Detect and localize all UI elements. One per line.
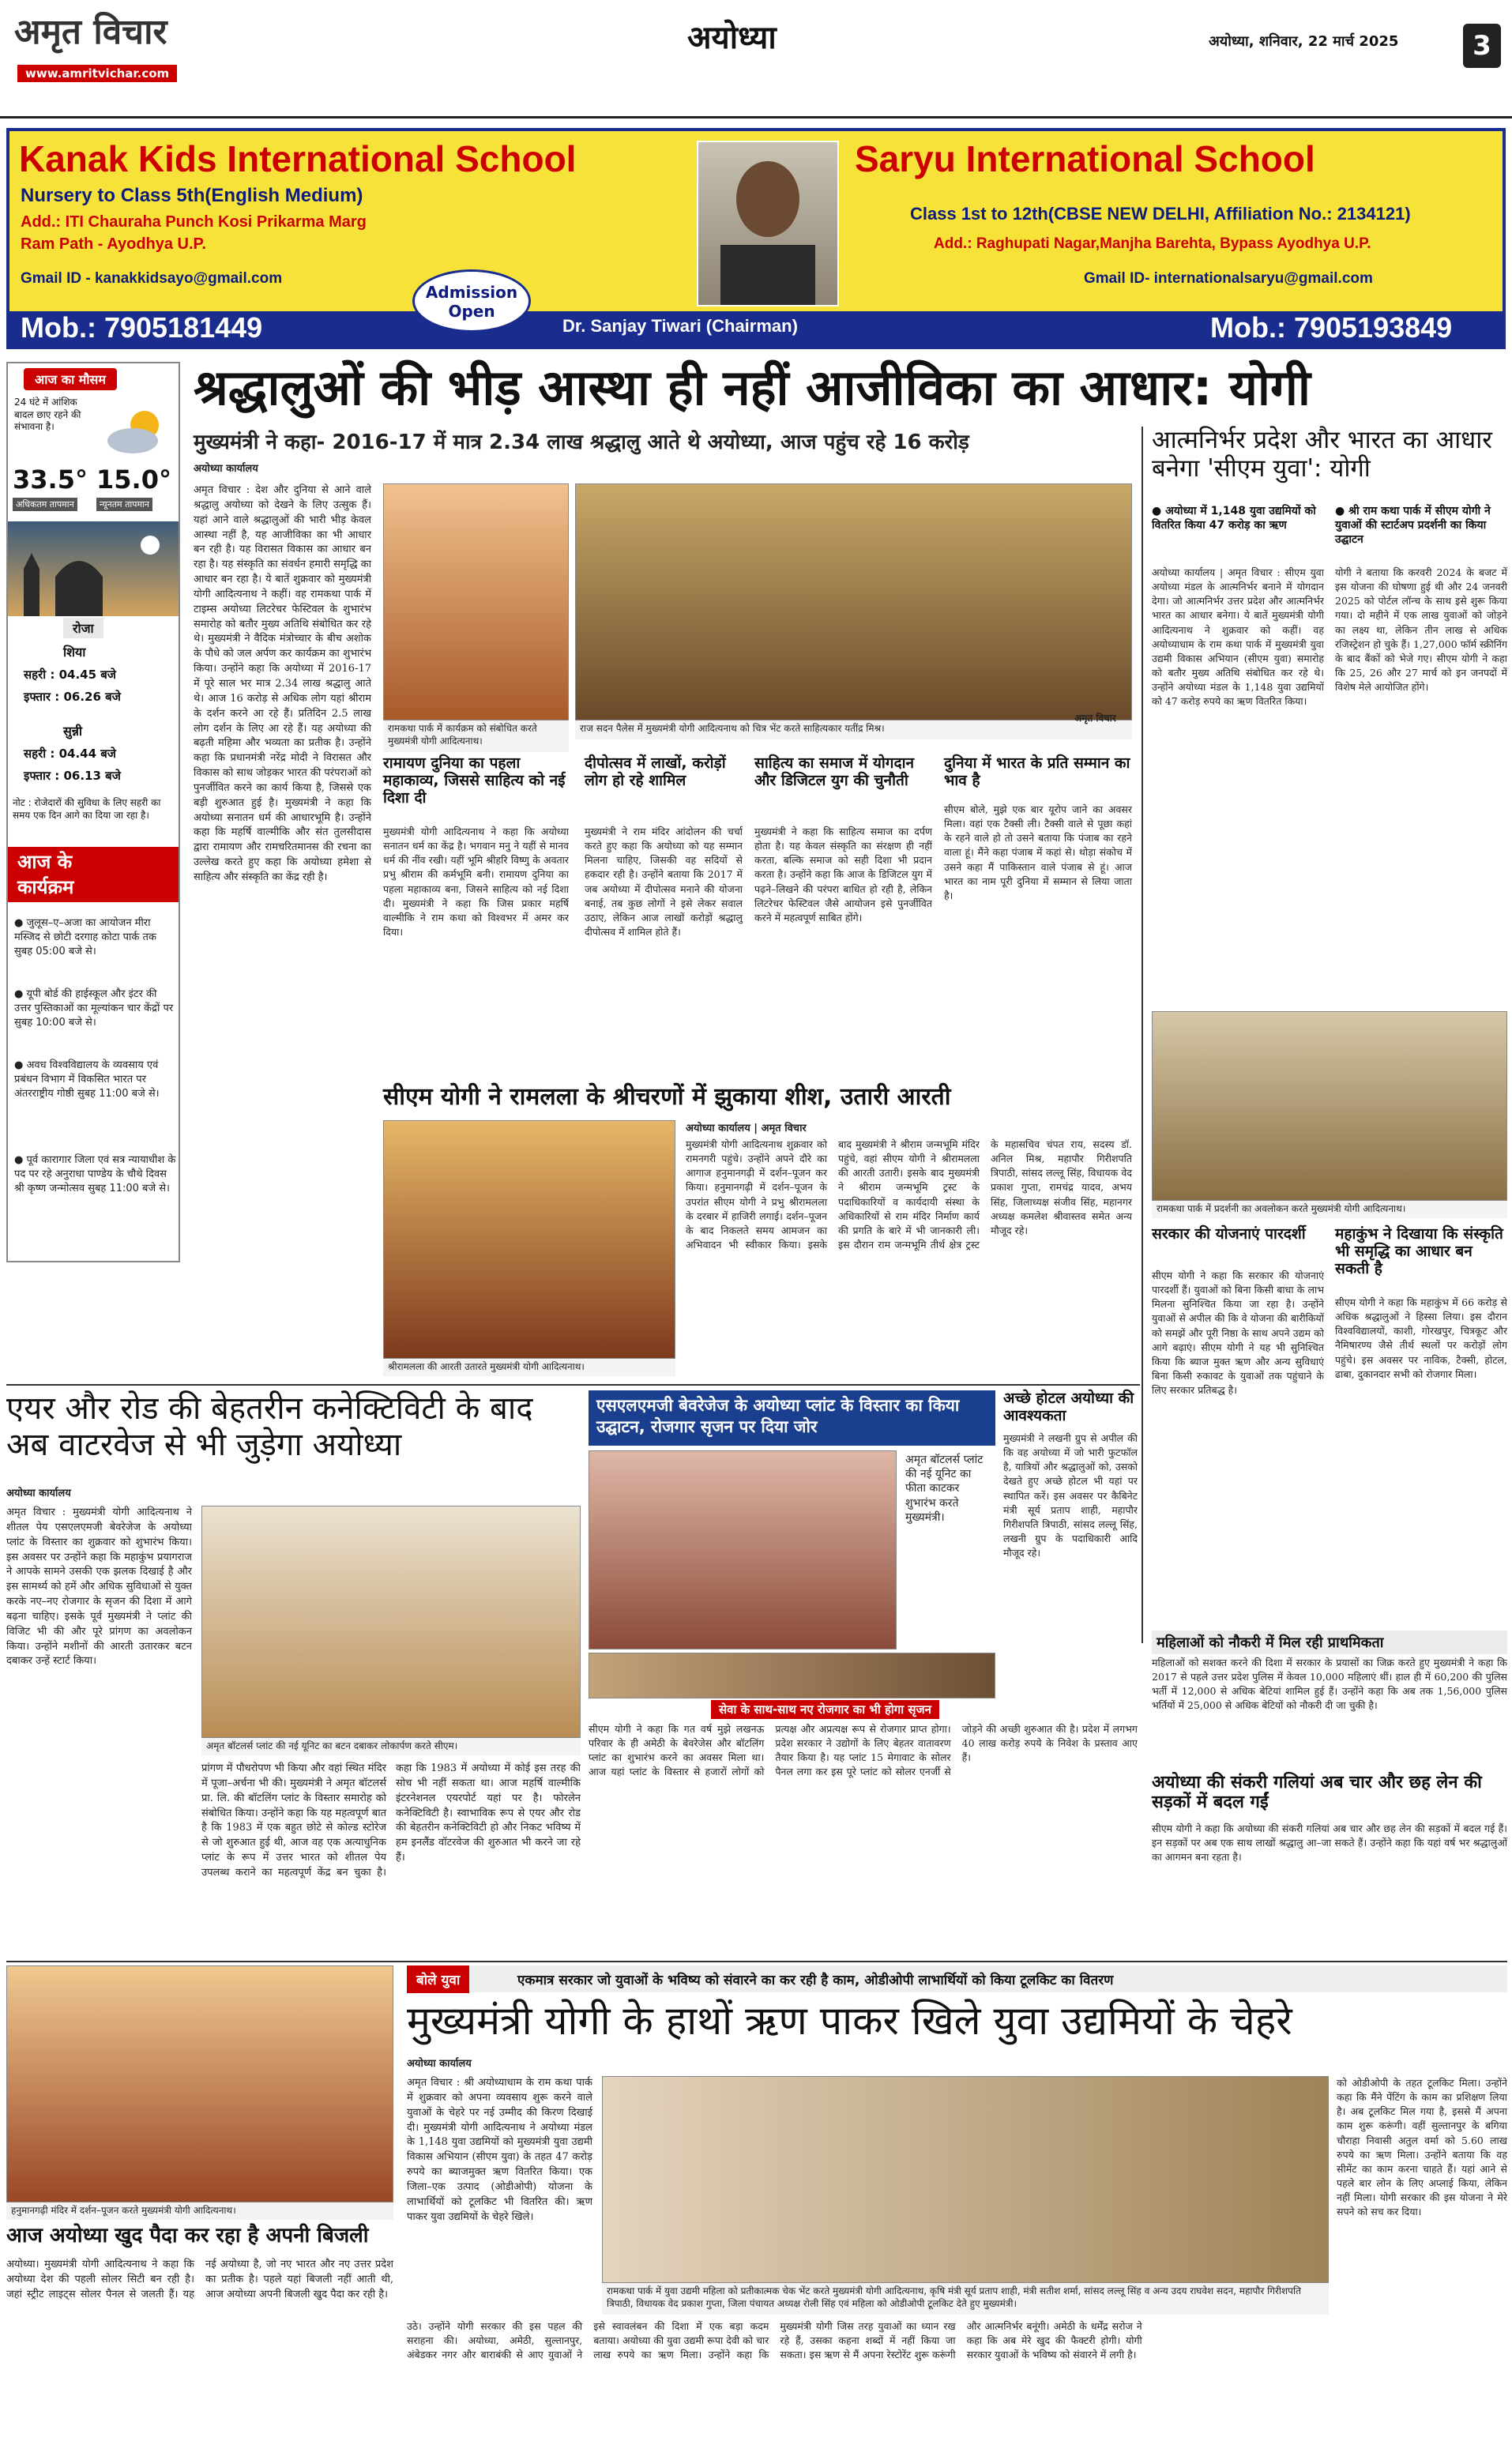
weather-title: आज का मौसम — [24, 368, 117, 390]
ad-left-email: Gmail ID - kanakkidsayo@gmail.com — [21, 270, 283, 287]
shia-sehri: सहरी : 04.45 बजे — [24, 668, 116, 682]
ad-left-classes: Nursery to Class 5th(English Medium) — [21, 185, 363, 206]
event-item: ● अवध विश्वविद्यालय के व्यवसाय एवं प्रबंधन विभाग में विकसित भारत पर अंतरराष्ट्रीय गोष्ठी सुबह 11:00 बजे से। — [14, 1059, 160, 1100]
waterways-photo-caption: अमृत बॉटलर्स प्लांट की नई यूनिट का बटन दबाकर लोकार्पण करते सीएम। — [201, 1738, 581, 1755]
slmg-headline: एसएलएमजी बेवरेजेज के अयोध्या प्लांट के विस्तार का किया उद्घाटन, रोजगार सृजन पर दिया जोर — [589, 1390, 995, 1446]
column-rule — [1142, 427, 1143, 1643]
slmg-strip-label: सेवा के साथ-साथ नए रोजगार का भी होगा सृजन — [711, 1700, 939, 1719]
karyakram-title-2: कार्यक्रम — [17, 876, 74, 898]
lead-photo-2-caption: राज सदन पैलेस में मुख्यमंत्री योगी आदित्यनाथ को चित्र भेंट करते साहित्यकार यतींद्र मिश्र। — [575, 720, 1132, 739]
lead-deck: मुख्यमंत्री ने कहा- 2016-17 में मात्र 2.34 लाख श्रद्धालु आते थे अयोध्या, आज पहुंच रहे 16 करोड़ — [194, 431, 969, 454]
women-heading: महिलाओं को नौकरी में मिल रही प्राथमिकता — [1152, 1631, 1507, 1654]
shia-label: शिया — [63, 645, 86, 660]
mahakumbh-text: सीएम योगी ने कहा कि महाकुंभ में 66 करोड़ से अधिक श्रद्धालुओं ने हिस्सा लिया। इस दौरान विश्वविद्यालयों, काशी, गोरखपुर, चित्रकूट और नैमिषारण्य जैसे तीर्थ स्थलों पर करोड़ों लोग पहुंचे। इस अवसर पर नाविक, टैक्सी, होटल, ढाबा, दुकानदार सभी को रोजगार मिला। — [1335, 1296, 1507, 1380]
weather-forecast: 24 घंटे में आंशिक बादल छाए रहने की संभावना है। — [14, 397, 81, 433]
ad-chairman-name: Dr. Sanjay Tiwari (Chairman) — [562, 316, 798, 336]
masthead — [0, 0, 1512, 118]
solar-photo-caption: हनुमानगढ़ी मंदिर में दर्शन–पूजन करते मुख्यमंत्री योगी आदित्यनाथ। — [6, 2202, 393, 2220]
lead-headline: श्रद्धालुओं की भीड़ आस्था ही नहीं आजीविका का आधार: योगी — [194, 359, 1311, 416]
page-number: 3 — [1463, 24, 1501, 68]
lanes-heading: अयोध्या की संकरी गलियां अब चार और छह लेन की सड़कों में बदल गईं — [1152, 1773, 1482, 1813]
slmg-photo-strip — [589, 1653, 995, 1698]
youth-right-body: को ओडीओपी के तहत टूलकिट मिला। उन्होंने कहा कि मैंने पेंटिंग के काम का प्रशिक्षण लिया है। अब टूलकिट मिल गया है, इससे मैं अपना काम शुरू करूंगी। वहीं सुल्तानपुर के बगिया चौराहा निवासी अतुल वर्मा को 5.60 लाख रुपये का ऋण मिला। उन्होंने बताया कि वह सीमेंट का काम करना चाहते हैं। यहां आने से पहले बार लोन के लिए अप्लाई किया, लेकिन नहीं मिला। योगी सरकार की इस योजना ने मेरे सपने को सच कर दिया। — [1337, 2077, 1507, 2218]
roza-illustration — [8, 521, 179, 616]
sunni-iftar: इफ्तार : 06.13 बजे — [24, 769, 121, 783]
youth-kicker: बोले युवा — [407, 1965, 469, 1993]
youth-headline: मुख्यमंत्री योगी के हाथों ऋण पाकर खिले युवा उद्यमियों के चेहरे — [407, 1998, 1292, 2044]
hotel-text: मुख्यमंत्री ने लखनी ग्रुप से अपील की कि वह अयोध्या में जो भारी फुटफॉल है, यात्रियों और श्रद्धालुओं को, उसको देखते हुए अच्छे होटल भी यहां पर स्थापित करें। इस अवसर पर कैबिनेट मंत्री सूर्य प्रताप शाही, महापौर गिरीशपति त्रिपाठी, सांसद लल्लू सिंह, लखनी ग्रुप के पदाधिकारी आदि मौजूद रहे। — [1003, 1432, 1138, 1559]
ad-right-school-name: Saryu International School — [855, 138, 1315, 179]
ad-right-mobile: Mob.: 7905193849 — [1210, 311, 1453, 344]
max-temp: 33.5° — [13, 465, 88, 495]
hotel-heading: अच्छे होटल अयोध्या की आवश्यकता — [1003, 1390, 1134, 1424]
ad-left-mobile: Mob.: 7905181449 — [21, 311, 263, 344]
ad-left-address-2: Ram Path - Ayodhya U.P. — [21, 235, 206, 253]
youth-subdeck: एकमात्र सरकार जो युवाओं के भविष्य को संवारने का कर रही है काम, ओडीओपी लाभार्थियों को किया टूलकिट का वितरण — [517, 1973, 1114, 1988]
yojana-heading: सरकार की योजनाएं पारदर्शी — [1152, 1225, 1306, 1243]
karyakram-title-1: आज के — [17, 851, 73, 873]
min-temp-label: न्यूनतम तापमान — [96, 498, 152, 511]
right-story-body-2: योगी ने बताया कि करवरी 2024 के बजट में इस योजना की घोषणा हुई थी और 24 जनवरी 2025 को पोर्टल लॉन्च के साथ इसे शुरू किया गया। दो महीने में एक लाख युवाओं को जोड़ने का लक्ष्य था, लेकिन तीन लाख से अधिक रजिस्ट्रेशन हो चुके हैं। 1,27,000 फॉर्म स्क्रीनिंग के बाद बैंकों को भेजे गए। सीएम योगी ने कहा कि 25, 26 और 27 मार्च को इन जनपदों में विशेष मेले आयोजित होंगे। — [1335, 566, 1507, 693]
lead-sub-2-text: मुख्यमंत्री ने राम मंदिर आंदोलन की चर्चा करते हुए कहा कि अयोध्या को यह सम्मान मिलना चाहिए, जिसकी वह सदियों से हकदार रही है। उन्होंने बताया कि 2017 में जब अयोध्या में दीपोत्सव मनाने की योजना बनाई, तब कुछ लोगों ने इसे लेकर सवाल उठाए, लेकिन आज लाखों करोड़ों श्रद्धालु दीपोत्सव में शामिल होते हैं। — [585, 826, 743, 938]
right-story-point-2: ● श्री राम कथा पार्क में सीएम योगी ने युवाओं की स्टार्टअप प्रदर्शनी का किया उद्घाटन — [1335, 505, 1491, 547]
solar-photo — [6, 1965, 393, 2202]
lead-byline: अयोध्या कार्यालय — [194, 463, 258, 475]
aarti-headline: सीएम योगी ने रामलला के श्रीचरणों में झुकाया शीश, उतारी आरती — [383, 1083, 951, 1111]
ad-right-email: Gmail ID- internationalsaryu@gmail.com — [1084, 270, 1373, 287]
weather-sidebar — [6, 362, 180, 1262]
dateline: अयोध्या, शनिवार, 22 मार्च 2025 — [1209, 33, 1399, 50]
lead-body: अमृत विचार : देश और दुनिया से आने वाले श्रद्धालु अयोध्या को देखने के लिए उत्सुक हैं। यहां आने वाले श्रद्धालुओं की भारी भीड़ केवल आस्था नहीं है, यह आजीविका का भी आधार बन रही है। यह विरासत विकास का आधार बन रहा है। यह संस्कृति का संवर्धन हमारी समृद्धि का आधार बन रहा है। ये बातें शुक्रवार को मुख्यमंत्री योगी आदित्यनाथ ने कहीं। वह रामकथा पार्क में टाइम्स अयोध्या लिटरेचर फेस्टिवल के शुभारंभ समारोह को बतौर मुख्य अतिथि संबोधित कर रहे थे। मुख्यमंत्री ने वैदिक मंत्रोच्चार के बीच अशोक के पौधे को जल अर्पण कर कार्यक्रम का शुभारंभ किया। उन्होंने कहा कि अयोध्या में 2016-17 में पूरे साल भर मात्र 2.34 लाख श्रद्धालु आते थे। आज 16 करोड़ से अधिक लोग यहां श्रीराम के दर्शन करने आ रहे हैं। प्रतिदिन 2.5 लाख लोग दर्शन के लिए आ रहे हैं। यह अयोध्या की बढ़ती महिमा और भव्यता का प्रतीक है। उन्होंने कहा कि प्रधानमंत्री नरेंद्र मोदी ने विरासत और विकास को साथ जोड़कर भारत की परंपराओं को पुनर्जीवित करने का कार्य किया है, जिससे एक बड़ी शुरुआत हुई है। मुख्यमंत्री ने कहा कि अयोध्या सनातन धर्म की आधारभूमि है। उन्होंने कहा कि महर्षि वाल्मीकि और संत तुलसीदास द्वारा रामायण और रामचरितमानस की रचना का उल्लेख करते हुए कहा कि अयोध्या हमेशा से साहित्य और संस्कृति का केंद्र रही है। — [194, 484, 371, 883]
max-temp-label: अधिकतम तापमान — [13, 498, 77, 511]
page-city-title: अयोध्या — [687, 19, 777, 56]
lead-photo-1-caption: रामकथा पार्क में कार्यक्रम को संबोधित करते मुख्यमंत्री योगी आदित्यनाथ। — [383, 720, 569, 752]
waterways-body-2: प्रांगण में पौधरोपण भी किया और वहां स्थित मंदिर में पूजा–अर्चना भी की। मुख्यमंत्री ने अमृत बॉटलर्स प्रा. लि. की बॉटलिंग प्लांट के विस्तार समारोह को संबोधित किया। उन्होंने कहा कि यह महत्वपूर्ण बात है कि 1983 में एक बहुत छोटे से कोल्ड स्टोरेज से जो शुरुआत हुई थी, आज वह एक अत्याधुनिक प्लांट के रूप में उत्तर भारत को शीतल पेय उपलब्ध कराने का महत्वपूर्ण केंद्र बन चुका है। कहा कि 1983 में अयोध्या में कोई इस तरह की सोच भी नहीं सकता था। आज महर्षि वाल्मीकि इंटरनेशनल एयरपोर्ट यहां पर है। फोरलेन कनेक्टिविटी है। स्वाभाविक रूप से एयर और रोड की बेहतरीन कनेक्टिविटी हो और निकट भविष्य में हम इनलैंड वॉटरवेज की शुरुआत भी करने जा रहे हैं। — [201, 1762, 581, 1879]
ad-left-address-1: Add.: ITI Chauraha Punch Kosi Prikarma Marg — [21, 213, 367, 231]
solar-body: अयोध्या। मुख्यमंत्री योगी आदित्यनाथ ने कहा कि अयोध्या देश की पहली सोलर सिटी बन रही है। जहां स्ट्रीट लाइट्स सोलर पैनल से जलती हैं। यह नई अयोध्या है, जो नए भारत और नए उत्तर प्रदेश का प्रतीक है। पहले यहां बिजली नहीं आती थी, आज अयोध्या अपनी बिजली खुद पैदा कर रही है। — [6, 2259, 393, 2300]
ad-right-address: Add.: Raghupati Nagar,Manjha Barehta, Bypass Ayodhya U.P. — [934, 235, 1371, 252]
lead-sub-4-text: सीएम बोले, मुझे एक बार यूरोप जाने का अवसर मिला। वहां एक टैक्सी ली। टैक्सी वाले से पूछा कहां के रहने वाले हो तो उसने बताया कि पंजाब का रहने वाला हूं। मैंने कहा पंजाब में कहां से। थोड़ा संकोच में उसने कहा मैं पाकिस्तान वाले पंजाब से हूं। आज भारत का नाम पूरी दुनिया में सम्मान से लिया जाता है। — [944, 803, 1132, 901]
lead-sub-1-heading: रामायण दुनिया का पहला महाकाव्य, जिससे साहित्य को नई दिशा दी — [383, 754, 566, 807]
lead-sub-3-heading: साहित्य का समाज में योगदान और डिजिटल युग की चुनौती — [754, 754, 915, 789]
youth-byline: अयोध्या कार्यालय — [407, 2058, 472, 2070]
website-url[interactable]: www.amritvichar.com — [17, 65, 177, 82]
slmg-body: सीएम योगी ने कहा कि गत वर्ष मुझे लखनऊ परिवार के ही अमेठी के बेवरेजेस और बॉटलिंग प्लांट का शुभारंभ करने का अवसर मिला था। आज यहां प्लांट के विस्तार से हजारों लोगों को प्रत्यक्ष और अप्रत्यक्ष रूप से रोजगार प्राप्त होगा। प्रदेश सरकार ने उद्योगों के लिए बेहतर वातावरण तैयार किया है। यह प्लांट 15 मेगावाट के सोलर पैनल लगा कर इस पूरे प्लांट को सोलर एनर्जी से जोड़ने की अच्छी शुरुआत की है। प्रदेश में लगभग 40 लाख करोड़ रुपये के निवेश के प्रस्ताव आए हैं। — [589, 1723, 1138, 1778]
school-advertisement — [6, 128, 1506, 349]
lead-photo-2-credit: अमृत विचार — [1074, 713, 1116, 724]
ad-right-classes: Class 1st to 12th(CBSE NEW DELHI, Affiliation No.: 2134121) — [910, 204, 1411, 224]
lead-sub-2-heading: दीपोत्सव में लाखों, करोड़ों लोग हो रहे शामिल — [585, 754, 726, 789]
ad-left-school-name: Kanak Kids International School — [19, 138, 577, 179]
right-story-photo-caption: रामकथा पार्क में प्रदर्शनी का अवलोकन करते मुख्यमंत्री योगी आदित्यनाथ। — [1152, 1201, 1507, 1218]
yojana-text: सीएम योगी ने कहा कि सरकार की योजनाएं पारदर्शी हैं। युवाओं को बिना किसी बाधा के लाभ मिलना सुनिश्चित किया जा रहा है। उन्होंने युवाओं से अपील की कि वे योजना की बारीकियों को समझें और पूरी निष्ठा के साथ अपने उद्यम को आगे बढ़ाएं। सीएम योगी ने यह भी सुनिश्चित किया कि ब्याज मुक्त ऋण और अन्य सुविधाएं बिना किसी रुकावट के युवाओं तक पहुंचाने के लिए सरकार प्रतिबद्ध है। — [1152, 1270, 1324, 1396]
shia-iftar: इफ्तार : 06.26 बजे — [24, 690, 121, 704]
youth-photo — [602, 2076, 1329, 2283]
aarti-photo-caption: श्रीरामलला की आरती उतारते मुख्यमंत्री योगी आदित्यनाथ। — [383, 1359, 675, 1376]
sunni-label: सुन्नी — [63, 724, 83, 739]
lanes-text: सीएम योगी ने कहा कि अयोध्या की संकरी गलियां अब चार और छह लेन की सड़कों में बदल गई हैं। इन सड़कों पर अब एक साथ लाखों श्रद्धालु आ–जा सकते हैं। उन्होंने कहा कि यहां वर्ष भर श्रद्धालुओं का आगमन बना रहता है। — [1152, 1822, 1507, 1864]
lead-sub-4-heading: दुनिया में भारत के प्रति सम्मान का भाव है — [944, 754, 1130, 789]
women-text: महिलाओं को सशक्त करने की दिशा में सरकार के प्रयासों का जिक्र करते हुए मुख्यमंत्री ने कहा कि 2017 से पहले उत्तर प्रदेश पुलिस में केवल 10,000 महिलाएं थीं। हाल ही में 60,200 की पुलिस भर्ती में 12,000 से अधिक बेटियां शामिल हुई हैं। उन्होंने कहा कि अब तक 1,56,000 पुलिस भर्तियों में 25,000 से अधिक बेटियों को नौकरी दी जा चुकी है। — [1152, 1657, 1507, 1712]
lead-sub-3-text: मुख्यमंत्री ने कहा कि साहित्य समाज का दर्पण होता है। यह केवल संस्कृति का संरक्षण ही नहीं करता, बल्कि समाज को सही दिशा भी प्रदान करता है। उन्होंने कहा कि आज के डिजिटल युग में पढ़ने–लिखने की परंपरा बाधित हो रही है, लेकिन लिटरेचर फेस्टिवल जैसे आयोजन इसे पुनर्जीवित करने में महत्वपूर्ण साबित होंगे। — [754, 826, 932, 923]
youth-body: अमृत विचार : श्री अयोध्याधाम के राम कथा पार्क में शुक्रवार को अपना व्यवसाय शुरू करने वाले युवाओं के चेहरे पर नई उम्मीद की किरण दिखाई दी। मुख्यमंत्री योगी आदित्यनाथ ने अयोध्या मंडल के 1,148 युवा उद्यमियों को मुख्यमंत्री युवा उद्यमी विकास अभियान (सीएम युवा) के तहत 47 करोड़ रुपये का ब्याजमुक्त ऋण वितरित किया। एक जिला–एक उत्पाद (ओडीओपी) योजना के लाभार्थियों को टूलकिट भी वितरित की। ऋण पाकर युवा उद्यमियों के चेहरे खिले। — [407, 2077, 592, 2223]
aarti-photo — [383, 1120, 675, 1359]
waterways-body: अमृत विचार : मुख्यमंत्री योगी आदित्यनाथ ने शीतल पेय एसएलएमजी बेवरेजेज के अयोध्या प्लांट के विस्तार का शुक्रवार को शुभारंभ किया। इस अवसर पर उन्होंने कहा कि महाकुंभ प्रयागराज ने आपके सामने उसकी एक झलक दिखाई है और इस सामर्थ्य को हमें और अधिक सुविधाओं से युक्त करके नए–नए रोजगार के सृजन की दिशा में आगे बढ़ना चाहिए। इसके पूर्व मुख्यमंत्री ने प्लांट की विजिट भी की और पूरे प्रांगण का अवलोकन किया। उन्होंने मशीनों की आरती उतारकर बटन दबाकर उन्हें स्टार्ट किया। — [6, 1506, 192, 1668]
event-item: ● यूपी बोर्ड की हाईस्कूल और इंटर की उत्तर पुस्तिकाओं का मूल्यांकन चार केंद्रों पर सुबह 10:00 बजे से। — [14, 988, 174, 1029]
right-story-body-1: अयोध्या कार्यालय | अमृत विचार : सीएम युवा अयोध्या मंडल के आत्मनिर्भर बनाने में योगदान देगा। जो आत्मनिर्भर उत्तर प्रदेश और आत्मनिर्भर भारत का आधार बनेगा। ये बातें मुख्यमंत्री योगी आदित्यनाथ ने शुक्रवार को कहीं। वह अयोध्याधाम के राम कथा पार्क में मुख्यमंत्री युवा उद्यमी विकास अभियान (सीएम युवा) समारोह को बतौर मुख्य अतिथि संबोधित कर रहे थे। उन्होंने अयोध्या मंडल के 1,148 युवा उद्यमियों को 47 करोड़ रुपये का ऋण वितरित किया। — [1152, 566, 1324, 708]
right-story-point-1: ● अयोध्या में 1,148 युवा उद्यमियों को वितरित किया 47 करोड़ का ऋण — [1152, 505, 1316, 532]
cloud-sun-icon — [101, 403, 172, 461]
aarti-body: मुख्यमंत्री योगी आदित्यनाथ शुक्रवार को रामनगरी पहुंचे। उन्होंने अपने दौरे का आगाज हनुमानगढ़ी में दर्शन–पूजन कर किया। हनुमानगढ़ी में दर्शन–पूजन के उपरांत सीएम योगी ने प्रभु श्रीरामलला के दरबार में हाजिरी लगाई। दर्शन–पूजन के बाद निकलते समय आमजन का अभिवादन भी स्वीकार किया। इसके बाद मुख्यमंत्री ने श्रीराम जन्मभूमि मंदिर पहुंचे, वहां सीएम योगी ने श्रीरामलला की आरती उतारी। इसके बाद मुख्यमंत्री ने श्रीराम जन्मभूमि ट्रस्ट के पदाधिकारियों व कार्यदायी संस्था के अधिकारियों से राम मंदिर निर्माण कार्य की प्रगति के बारे में भी जानकारी ली। इस दौरान राम जन्मभूमि तीर्थ क्षेत्र ट्रस्ट के महासचिव चंपत राय, सदस्य डॉ. अनिल मिश्र, महापौर गिरीशपति त्रिपाठी, सांसद लल्लू सिंह, विधायक वेद प्रकाश गुप्ता, रामचंद्र यादव, अभय सिंह, जिलाध्यक्ष संजीव सिंह, महानगर अध्यक्ष कमलेश श्रीवास्तव समेत अन्य मौजूद रहे। — [686, 1138, 1132, 1251]
right-story-photo — [1152, 1011, 1507, 1201]
lead-photo-1 — [383, 483, 569, 720]
roza-label: रोजा — [63, 618, 103, 638]
section-rule — [6, 1384, 1140, 1386]
event-item: ● पूर्व कारागार जिला एवं सत्र न्यायाधीश के पद पर रहे अनुराधा पाण्डेय के चौथे दिवस श्री कृष्ण जन्मोत्सव सुबह 11:00 बजे से। — [14, 1154, 176, 1195]
event-item: ● जुलूस–ए–अजा का आयोजन मीरा मस्जिद से छोटी दरगाह कोटा पार्क तक सुबह 05:00 बजे से। — [14, 917, 156, 958]
newspaper-logo: अमृत विचार — [14, 12, 167, 52]
min-temp: 15.0° — [96, 465, 171, 495]
slmg-photo-1 — [589, 1450, 897, 1649]
lead-sub-1-text: मुख्यमंत्री योगी आदित्यनाथ ने कहा कि अयोध्या सनातन धर्म का केंद्र है। भगवान मनु ने यहीं से मानव धर्म की नींव रखी। यहीं भूमि श्रीहरि विष्णु के अवतार प्रभु श्रीराम की कर्मभूमि बनी। रामायण दुनिया का पहला महाकाव्य बना, जिसने साहित्य को नई दिशा दी। मुख्यमंत्री ने कहा कि जिस प्रकार महर्षि वाल्मीकि ने राम कथा को विश्वभर में अमर कर दिया। — [383, 826, 569, 938]
slmg-side-caption: अमृत बॉटलर्स प्लांट की नई यूनिट का फीता काटकर शुभारंभ करते मुख्यमंत्री। — [901, 1450, 995, 1608]
youth-photo-caption: रामकथा पार्क में युवा उद्यमी महिला को प्रतीकात्मक चेक भेंट करते मुख्यमंत्री योगी आदित्यनाथ, कृषि मंत्री सूर्य प्रताप शाही, मंत्री सतीश शर्मा, सांसद लल्लू सिंह व अन्य उदय राघवेश सदन, महापौर गिरीशपति त्रिपाठी, विधायक वेद प्रकाश गुप्ता, जिला पंचायत अध्यक्ष रोली सिंह एवं महिला को ओडीओपी टूलकिट देते हुए मुख्यमंत्री। — [602, 2283, 1329, 2315]
solar-headline: आज अयोध्या खुद पैदा कर रहा है अपनी बिजली — [6, 2224, 369, 2248]
aarti-byline: अयोध्या कार्यालय | अमृत विचार — [686, 1123, 807, 1134]
admission-open-badge: Admission Open — [412, 269, 531, 333]
right-story-headline: आत्मनिर्भर प्रदेश और भारत का आधार बनेगा 'सीएम युवा': योगी — [1152, 426, 1492, 483]
waterways-headline: एयर और रोड की बेहतरीन कनेक्टिविटी के बाद अब वाटरवेज से भी जुड़ेगा अयोध्या — [6, 1390, 533, 1463]
section-rule — [6, 1961, 1507, 1962]
chairman-photo — [697, 141, 839, 307]
waterways-photo — [201, 1506, 581, 1738]
youth-bottom-body: उठे। उन्होंने योगी सरकार की इस पहल की सराहना की। अयोध्या, अमेठी, सुल्तानपुर, अंबेडकर नगर और बाराबंकी से आए युवाओं ने इसे स्वावलंबन की दिशा में एक बड़ा कदम बताया। अयोध्या की युवा उद्यमी रूपा देवी को चार लाख रुपये का ऋण मिला। उन्होंने कहा कि मुख्यमंत्री योगी जिस तरह युवाओं का ध्यान रख रहे हैं, उसका कहना शब्दों में नहीं किया जा सकता। इस ऋण से मैं अपना रेस्टोरेंट शुरू करूंगी और आत्मनिर्भर बनूंगी। अमेठी के धर्मेंद्र सरोज ने कहा कि अब मेरे खुद की फैक्टरी होगी। योगी सरकार युवाओं के भविष्य को संवारने में लगी है। — [407, 2320, 1142, 2361]
roza-note: नोट : रोजेदारों की सुविधा के लिए सहरी का समय एक दिन आगे का दिया जा रहा है। — [13, 797, 161, 822]
lead-photo-2 — [575, 483, 1132, 720]
mahakumbh-heading: महाकुंभ ने दिखाया कि संस्कृति भी समृद्धि का आधार बन सकती है — [1335, 1225, 1503, 1277]
sunni-sehri: सहरी : 04.44 बजे — [24, 747, 116, 761]
waterways-byline: अयोध्या कार्यालय — [6, 1488, 71, 1499]
